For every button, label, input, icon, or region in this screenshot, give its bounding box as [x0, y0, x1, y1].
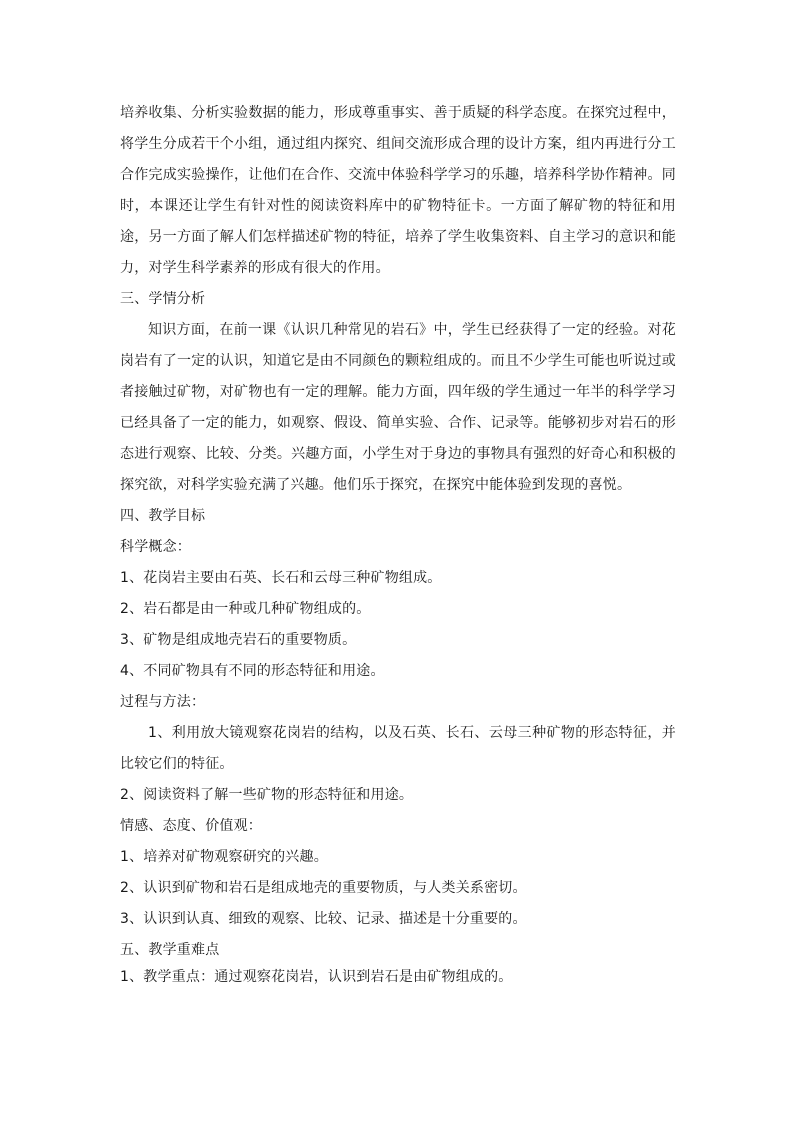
paragraph-teaching-design: 培养收集、分析实验数据的能力，形成尊重事实、善于质疑的科学态度。在探究过程中，将学生分成若干个小组，通过组内探究、组间交流形成合理的设计方案，组内再进行分工合作完成实验操作，让他们在合作、交流中体验科学学习的乐趣，培养科学协作精神。同时，本课还让学生有针对性的阅读资料库中的矿物特征卡。一方面了解矿物的特征和用途，另一方面了解人们怎样描述矿物的特征，培养了学生收集资料、自主学习的意识和能力，对学生科学素养的形成有很大的作用。: [120, 105, 676, 276]
concept-item-1: 1、花岗岩主要由石英、长石和云母三种矿物组成。: [120, 570, 442, 586]
heading-key-difficult-points: 五、教学重难点: [120, 942, 220, 958]
concept-item-2: 2、岩石都是由一种或几种矿物组成的。: [120, 601, 371, 617]
heading-teaching-goals: 四、教学目标: [120, 508, 206, 524]
attitude-item-2: 2、认识到矿物和岩石是组成地壳的重要物质，与人类关系密切。: [120, 880, 527, 896]
attitude-item-1: 1、培养对矿物观察研究的兴趣。: [120, 849, 328, 865]
attitude-item-3: 3、认识到认真、细致的观察、比较、记录、描述是十分重要的。: [120, 911, 527, 927]
subheading-process-methods: 过程与方法：: [120, 694, 206, 710]
concept-item-3: 3、矿物是组成地壳岩石的重要物质。: [120, 632, 357, 648]
paragraph-student-analysis: 知识方面，在前一课《认识几种常见的岩石》中，学生已经获得了一定的经验。对花岗岩有了一定的认识，知道它是由不同颜色的颗粒组成的。而且不少学生可能也听说过或者接触过矿物，对矿物也有一定的理解。能力方面，四年级的学生通过一年半的科学学习已经具备了一定的能力，如观察、假设、简单实验、合作、记录等。能够初步对岩石的形态进行观察、比较、分类。兴趣方面，小学生对于身边的事物具有强烈的好奇心和积极的探究欲，对科学实验充满了兴趣。他们乐于探究，在探究中能体验到发现的喜悦。: [120, 322, 676, 493]
method-item-2: 2、阅读资料了解一些矿物的形态特征和用途。: [120, 787, 414, 803]
subheading-attitude-values: 情感、态度、价值观：: [120, 818, 262, 834]
heading-student-analysis: 三、学情分析: [120, 291, 206, 307]
method-item-1: 1、利用放大镜观察花岗岩的结构，以及石英、长石、云母三种矿物的形态特征，并比较它们的特征。: [120, 725, 676, 772]
concept-item-4: 4、不同矿物具有不同的形态特征和用途。: [120, 663, 385, 679]
subheading-science-concepts: 科学概念：: [120, 539, 191, 555]
key-point-item-1: 1、教学重点：通过观察花岗岩，认识到岩石是由矿物组成的。: [120, 969, 513, 985]
document-body: [120, 98, 676, 993]
